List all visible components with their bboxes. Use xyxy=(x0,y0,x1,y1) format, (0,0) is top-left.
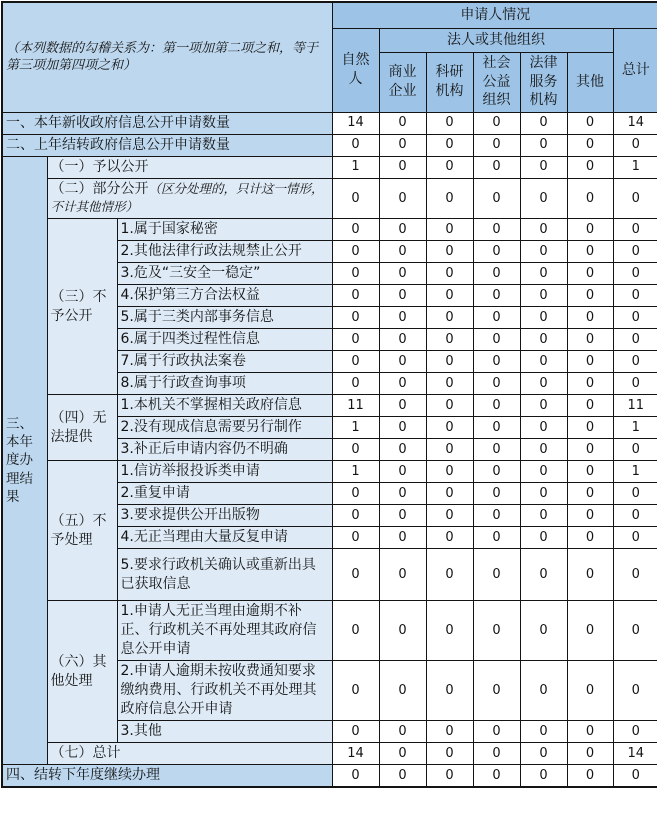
value-cell: 0 xyxy=(426,527,473,549)
value-cell: 0 xyxy=(520,765,567,787)
value-cell: 0 xyxy=(426,263,473,285)
item-label: 6.属于四类过程性信息 xyxy=(117,329,332,351)
value-cell: 0 xyxy=(473,219,520,241)
value-cell: 0 xyxy=(426,351,473,373)
value-cell: 0 xyxy=(379,743,426,765)
value-cell: 0 xyxy=(520,549,567,601)
value-cell: 0 xyxy=(379,527,426,549)
item-label: 4.保护第三方合法权益 xyxy=(117,285,332,307)
value-cell: 0 xyxy=(426,178,473,219)
row-label-partially-granted xyxy=(47,178,332,219)
value-cell: 0 xyxy=(613,549,657,601)
value-cell: 0 xyxy=(613,285,657,307)
value-cell: 0 xyxy=(613,178,657,219)
value-cell: 14 xyxy=(613,112,657,134)
value-cell: 0 xyxy=(379,219,426,241)
item-label: 3.要求提供公开出版物 xyxy=(117,505,332,527)
value-cell: 0 xyxy=(567,601,613,661)
value-cell: 0 xyxy=(473,112,520,134)
value-cell: 0 xyxy=(426,285,473,307)
value-cell: 14 xyxy=(332,112,379,134)
value-cell: 0 xyxy=(332,601,379,661)
value-cell: 0 xyxy=(520,307,567,329)
value-cell: 0 xyxy=(332,527,379,549)
item-label: 1.本机关不掌握相关政府信息 xyxy=(117,395,332,417)
value-cell: 0 xyxy=(567,505,613,527)
table-row xyxy=(2,395,657,417)
value-cell: 0 xyxy=(379,241,426,263)
value-cell: 0 xyxy=(332,439,379,461)
value-cell: 0 xyxy=(567,721,613,743)
value-cell: 0 xyxy=(379,505,426,527)
value-cell: 0 xyxy=(613,351,657,373)
value-cell: 0 xyxy=(567,351,613,373)
value-cell: 0 xyxy=(426,417,473,439)
table-row xyxy=(2,765,657,787)
value-cell: 0 xyxy=(613,601,657,661)
value-cell: 0 xyxy=(379,156,426,178)
value-cell: 0 xyxy=(379,439,426,461)
value-cell: 14 xyxy=(613,743,657,765)
row-label-new-requests: 一、本年新收政府信息公开申请数量 xyxy=(2,112,332,134)
value-cell: 0 xyxy=(520,285,567,307)
table-row xyxy=(2,601,657,661)
value-cell: 0 xyxy=(379,395,426,417)
value-cell: 0 xyxy=(473,527,520,549)
item-label: 8.属于行政查询事项 xyxy=(117,373,332,395)
value-cell: 0 xyxy=(613,373,657,395)
item-label: 2.申请人逾期未按收费通知要求缴纳费用、行政机关不再处理其政府信息公开申请 xyxy=(117,661,332,721)
value-cell: 0 xyxy=(332,329,379,351)
value-cell: 0 xyxy=(520,527,567,549)
value-cell: 0 xyxy=(520,417,567,439)
value-cell: 0 xyxy=(567,329,613,351)
header-business-enterprise: 商业企业 xyxy=(379,52,426,112)
item-label: 5.要求行政机关确认或重新出具已获取信息 xyxy=(117,549,332,601)
value-cell: 0 xyxy=(379,373,426,395)
header-legal-org-group: 法人或其他组织 xyxy=(379,28,613,52)
value-cell: 1 xyxy=(613,156,657,178)
value-cell: 0 xyxy=(426,743,473,765)
value-cell: 0 xyxy=(379,483,426,505)
value-cell: 0 xyxy=(426,219,473,241)
value-cell: 0 xyxy=(613,263,657,285)
value-cell: 0 xyxy=(613,329,657,351)
value-cell: 0 xyxy=(613,241,657,263)
value-cell: 0 xyxy=(426,549,473,601)
value-cell: 0 xyxy=(379,661,426,721)
table-row xyxy=(2,156,657,178)
value-cell: 0 xyxy=(379,461,426,483)
value-cell: 0 xyxy=(426,373,473,395)
value-cell: 0 xyxy=(520,743,567,765)
row-label-results-section: 三、本年度办理结果 xyxy=(2,156,47,765)
value-cell: 0 xyxy=(473,373,520,395)
value-cell: 1 xyxy=(613,461,657,483)
value-cell: 0 xyxy=(426,112,473,134)
value-cell: 0 xyxy=(379,765,426,787)
value-cell: 0 xyxy=(567,661,613,721)
value-cell: 0 xyxy=(613,661,657,721)
group-label-other-handling: （六）其他处理 xyxy=(47,601,117,743)
value-cell: 0 xyxy=(426,505,473,527)
value-cell: 0 xyxy=(379,307,426,329)
value-cell: 0 xyxy=(332,285,379,307)
reconciliation-note: （本列数据的勾稽关系为：第一项加第二项之和，等于第三项加第四项之和） xyxy=(2,2,332,112)
value-cell: 0 xyxy=(520,505,567,527)
value-cell: 0 xyxy=(379,329,426,351)
partially-granted-text: （二）部分公开 xyxy=(50,180,149,197)
value-cell: 1 xyxy=(332,417,379,439)
item-label: 3.危及“三安全一稳定” xyxy=(117,263,332,285)
partially-granted-note: （区分处理的，只计这一情形，不计其他情形） xyxy=(50,180,324,215)
value-cell: 0 xyxy=(613,307,657,329)
table-row xyxy=(2,178,657,219)
value-cell: 0 xyxy=(473,285,520,307)
value-cell: 0 xyxy=(613,527,657,549)
value-cell: 0 xyxy=(473,461,520,483)
value-cell: 0 xyxy=(426,721,473,743)
item-label: 1.属于国家秘密 xyxy=(117,219,332,241)
item-label: 3.其他 xyxy=(117,721,332,743)
value-cell: 0 xyxy=(332,721,379,743)
value-cell: 0 xyxy=(426,439,473,461)
value-cell: 0 xyxy=(613,505,657,527)
header-other-org: 其他 xyxy=(567,52,613,112)
value-cell: 11 xyxy=(613,395,657,417)
value-cell: 0 xyxy=(567,263,613,285)
value-cell: 0 xyxy=(473,329,520,351)
value-cell: 0 xyxy=(473,601,520,661)
group-label-unable-to-provide: （四）无法提供 xyxy=(47,395,117,461)
value-cell: 0 xyxy=(473,765,520,787)
value-cell: 11 xyxy=(332,395,379,417)
item-label: 4.无正当理由大量反复申请 xyxy=(117,527,332,549)
value-cell: 0 xyxy=(567,241,613,263)
group-label-not-processed: （五）不予处理 xyxy=(47,461,117,601)
header-total: 总计 xyxy=(613,28,657,112)
value-cell: 0 xyxy=(567,417,613,439)
value-cell: 0 xyxy=(520,329,567,351)
table-row xyxy=(2,219,657,241)
item-label: 3.补正后申请内容仍不明确 xyxy=(117,439,332,461)
value-cell: 0 xyxy=(473,263,520,285)
value-cell: 0 xyxy=(567,134,613,156)
value-cell: 0 xyxy=(473,549,520,601)
header-legal-service-org: 法律服务机构 xyxy=(520,52,567,112)
value-cell: 0 xyxy=(426,156,473,178)
value-cell: 0 xyxy=(473,395,520,417)
value-cell: 0 xyxy=(613,134,657,156)
value-cell: 0 xyxy=(332,505,379,527)
value-cell: 0 xyxy=(567,373,613,395)
value-cell: 0 xyxy=(520,241,567,263)
value-cell: 0 xyxy=(379,112,426,134)
value-cell: 0 xyxy=(567,483,613,505)
value-cell: 0 xyxy=(379,351,426,373)
value-cell: 0 xyxy=(473,721,520,743)
value-cell: 0 xyxy=(473,178,520,219)
value-cell: 0 xyxy=(567,307,613,329)
value-cell: 0 xyxy=(613,219,657,241)
value-cell: 0 xyxy=(379,263,426,285)
value-cell: 0 xyxy=(520,351,567,373)
value-cell: 0 xyxy=(379,417,426,439)
row-label-carry-next-year: 四、结转下年度继续办理 xyxy=(2,765,332,787)
header-public-welfare-org: 社会公益组织 xyxy=(473,52,520,112)
value-cell: 0 xyxy=(567,219,613,241)
row-label-granted: （一）予以公开 xyxy=(47,156,332,178)
value-cell: 0 xyxy=(426,765,473,787)
value-cell: 0 xyxy=(426,661,473,721)
value-cell: 0 xyxy=(567,743,613,765)
group-label-denied: （三）不予公开 xyxy=(47,219,117,395)
value-cell: 1 xyxy=(332,461,379,483)
value-cell: 0 xyxy=(426,307,473,329)
value-cell: 0 xyxy=(379,134,426,156)
item-label: 7.属于行政执法案卷 xyxy=(117,351,332,373)
value-cell: 0 xyxy=(379,549,426,601)
value-cell: 0 xyxy=(567,395,613,417)
value-cell: 0 xyxy=(379,178,426,219)
value-cell: 0 xyxy=(520,178,567,219)
item-label: 5.属于三类内部事务信息 xyxy=(117,307,332,329)
header-research-institution: 科研机构 xyxy=(426,52,473,112)
header-applicant-situation: 申请人情况 xyxy=(332,2,657,28)
table-row xyxy=(2,134,657,156)
value-cell: 0 xyxy=(332,219,379,241)
value-cell: 0 xyxy=(332,661,379,721)
disclosure-requests-table xyxy=(1,1,657,788)
value-cell: 0 xyxy=(520,156,567,178)
value-cell: 1 xyxy=(332,156,379,178)
table-row xyxy=(2,743,657,765)
value-cell: 0 xyxy=(473,483,520,505)
value-cell: 0 xyxy=(332,307,379,329)
value-cell: 0 xyxy=(473,156,520,178)
value-cell: 0 xyxy=(567,549,613,601)
value-cell: 0 xyxy=(567,285,613,307)
table-row xyxy=(2,112,657,134)
value-cell: 0 xyxy=(520,263,567,285)
value-cell: 0 xyxy=(520,373,567,395)
value-cell: 0 xyxy=(332,178,379,219)
value-cell: 0 xyxy=(473,134,520,156)
value-cell: 0 xyxy=(520,461,567,483)
item-label: 2.重复申请 xyxy=(117,483,332,505)
value-cell: 0 xyxy=(473,351,520,373)
value-cell: 0 xyxy=(567,527,613,549)
value-cell: 0 xyxy=(613,439,657,461)
value-cell: 0 xyxy=(473,307,520,329)
value-cell: 0 xyxy=(332,373,379,395)
table-row xyxy=(2,461,657,483)
value-cell: 0 xyxy=(426,395,473,417)
value-cell: 0 xyxy=(567,112,613,134)
item-label: 1.申请人无正当理由逾期不补正、行政机关不再处理其政府信息公开申请 xyxy=(117,601,332,661)
value-cell: 0 xyxy=(520,395,567,417)
value-cell: 0 xyxy=(567,439,613,461)
value-cell: 0 xyxy=(567,765,613,787)
value-cell: 0 xyxy=(613,765,657,787)
value-cell: 14 xyxy=(332,743,379,765)
value-cell: 0 xyxy=(473,417,520,439)
item-label: 1.信访举报投诉类申请 xyxy=(117,461,332,483)
value-cell: 0 xyxy=(567,461,613,483)
value-cell: 0 xyxy=(473,505,520,527)
value-cell: 0 xyxy=(332,241,379,263)
value-cell: 0 xyxy=(332,134,379,156)
value-cell: 0 xyxy=(520,439,567,461)
value-cell: 0 xyxy=(473,439,520,461)
value-cell: 0 xyxy=(426,241,473,263)
value-cell: 0 xyxy=(426,134,473,156)
value-cell: 0 xyxy=(379,601,426,661)
value-cell: 0 xyxy=(520,601,567,661)
value-cell: 0 xyxy=(613,721,657,743)
value-cell: 0 xyxy=(567,156,613,178)
value-cell: 0 xyxy=(520,134,567,156)
value-cell: 0 xyxy=(426,461,473,483)
value-cell: 0 xyxy=(426,483,473,505)
value-cell: 0 xyxy=(332,765,379,787)
value-cell: 0 xyxy=(332,549,379,601)
value-cell: 0 xyxy=(379,721,426,743)
value-cell: 0 xyxy=(613,483,657,505)
value-cell: 0 xyxy=(520,112,567,134)
value-cell: 0 xyxy=(520,661,567,721)
value-cell: 0 xyxy=(379,285,426,307)
value-cell: 0 xyxy=(520,483,567,505)
value-cell: 0 xyxy=(520,721,567,743)
value-cell: 0 xyxy=(473,661,520,721)
header-natural-person: 自然人 xyxy=(332,28,379,112)
value-cell: 0 xyxy=(332,351,379,373)
value-cell: 0 xyxy=(473,241,520,263)
row-label-carried-over: 二、上年结转政府信息公开申请数量 xyxy=(2,134,332,156)
value-cell: 0 xyxy=(426,329,473,351)
value-cell: 1 xyxy=(613,417,657,439)
row-label-subtotal: （七）总计 xyxy=(47,743,332,765)
item-label: 2.其他法律行政法规禁止公开 xyxy=(117,241,332,263)
value-cell: 0 xyxy=(567,178,613,219)
value-cell: 0 xyxy=(520,219,567,241)
value-cell: 0 xyxy=(426,601,473,661)
value-cell: 0 xyxy=(332,483,379,505)
value-cell: 0 xyxy=(332,263,379,285)
item-label: 2.没有现成信息需要另行制作 xyxy=(117,417,332,439)
value-cell: 0 xyxy=(473,743,520,765)
